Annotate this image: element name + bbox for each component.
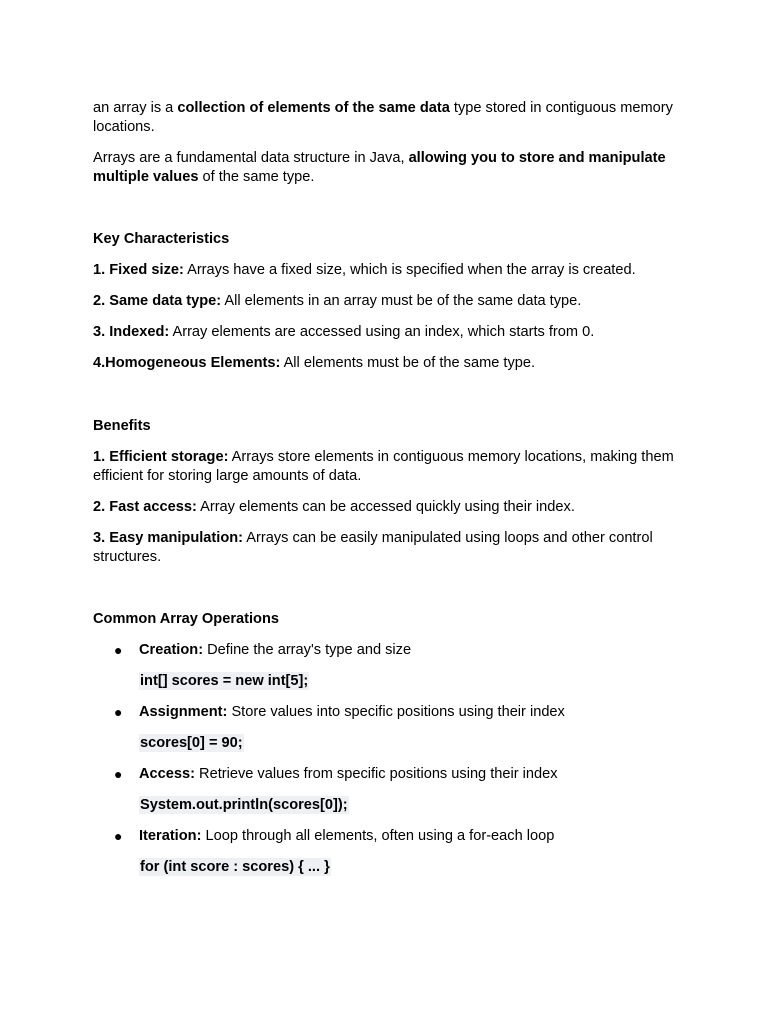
operation-text: Define the array's type and size: [203, 642, 412, 658]
intro-p1-text-a: an array is a: [93, 100, 178, 116]
operation-text: Store values into specific positions using their index: [227, 704, 565, 720]
document-body: [93, 99, 683, 889]
characteristic-label: 2. Same data type:: [93, 293, 222, 309]
characteristic-label: 4.Homogeneous Elements:: [93, 355, 281, 371]
benefit-item: [93, 529, 683, 567]
code-snippet: scores[0] = 90;: [140, 735, 243, 751]
operation-item-assignment: [93, 703, 683, 753]
operation-label: Creation:: [139, 642, 204, 658]
benefit-label: 2. Fast access:: [93, 499, 197, 515]
intro-paragraph-2: [93, 149, 683, 187]
operation-label: Assignment:: [139, 704, 228, 720]
intro-p1-bold: collection of elements of the same data: [177, 100, 450, 116]
benefit-item: [93, 448, 683, 486]
code-snippet: System.out.println(scores[0]);: [140, 797, 348, 813]
operation-text: Retrieve values from specific positions using their index: [194, 766, 558, 782]
bullet-icon: ●: [114, 642, 123, 658]
bullet-icon: ●: [114, 704, 123, 720]
operation-item-access: [93, 765, 683, 815]
code-snippet-line: [139, 672, 683, 691]
code-snippet-line: [139, 796, 683, 815]
benefit-label: 1. Efficient storage:: [93, 449, 229, 465]
characteristic-item: [93, 354, 683, 373]
operation-description: [139, 641, 683, 660]
operations-heading: Common Array Operations: [93, 611, 279, 627]
bullet-icon: ●: [114, 828, 123, 844]
characteristic-text: All elements must be of the same type.: [280, 355, 536, 371]
characteristic-text: Arrays have a fixed size, which is specified when the array is created.: [183, 262, 636, 278]
operation-label: Access:: [139, 766, 195, 782]
benefit-label: 3. Easy manipulation:: [93, 530, 244, 546]
benefit-text: Arrays can be easily manipulated using loops and other control structures.: [93, 530, 653, 565]
key-characteristics-heading: Key Characteristics: [93, 231, 230, 247]
operation-description: [139, 765, 683, 784]
intro-p2-text-a: Arrays are a fundamental data structure in Java,: [93, 150, 409, 166]
benefit-text: Arrays store elements in contiguous memory locations, making them efficient for storing large amounts of data.: [93, 449, 674, 484]
benefit-text: Array elements can be accessed quickly using their index.: [196, 499, 575, 515]
operation-label: Iteration:: [139, 828, 202, 844]
operation-item-creation: [93, 641, 683, 691]
code-snippet: int[] scores = new int[5];: [140, 673, 309, 689]
intro-p2-text-b: of the same type.: [198, 169, 315, 185]
characteristic-label: 3. Indexed:: [93, 324, 170, 340]
characteristic-text: All elements in an array must be of the same data type.: [221, 293, 582, 309]
intro-p2-bold: allowing you to store and manipulate multiple values: [93, 150, 666, 185]
code-snippet-line: [139, 858, 683, 877]
intro-p1-text-b: type stored in contiguous memory locations.: [93, 100, 673, 135]
benefit-item: [93, 498, 683, 517]
operations-list: [93, 641, 683, 877]
characteristic-item: [93, 323, 683, 342]
characteristic-text: Array elements are accessed using an index, which starts from 0.: [169, 324, 595, 340]
intro-paragraph-1: [93, 99, 683, 137]
operation-text: Loop through all elements, often using a for-each loop: [201, 828, 555, 844]
code-snippet-line: [139, 734, 683, 753]
code-snippet: for (int score : scores) { ... }: [140, 859, 330, 875]
benefits-heading: Benefits: [93, 418, 151, 434]
characteristic-item: [93, 261, 683, 280]
operation-description: [139, 827, 683, 846]
operation-description: [139, 703, 683, 722]
bullet-icon: ●: [114, 766, 123, 782]
characteristic-label: 1. Fixed size:: [93, 262, 184, 278]
characteristic-item: [93, 292, 683, 311]
operation-item-iteration: [93, 827, 683, 877]
